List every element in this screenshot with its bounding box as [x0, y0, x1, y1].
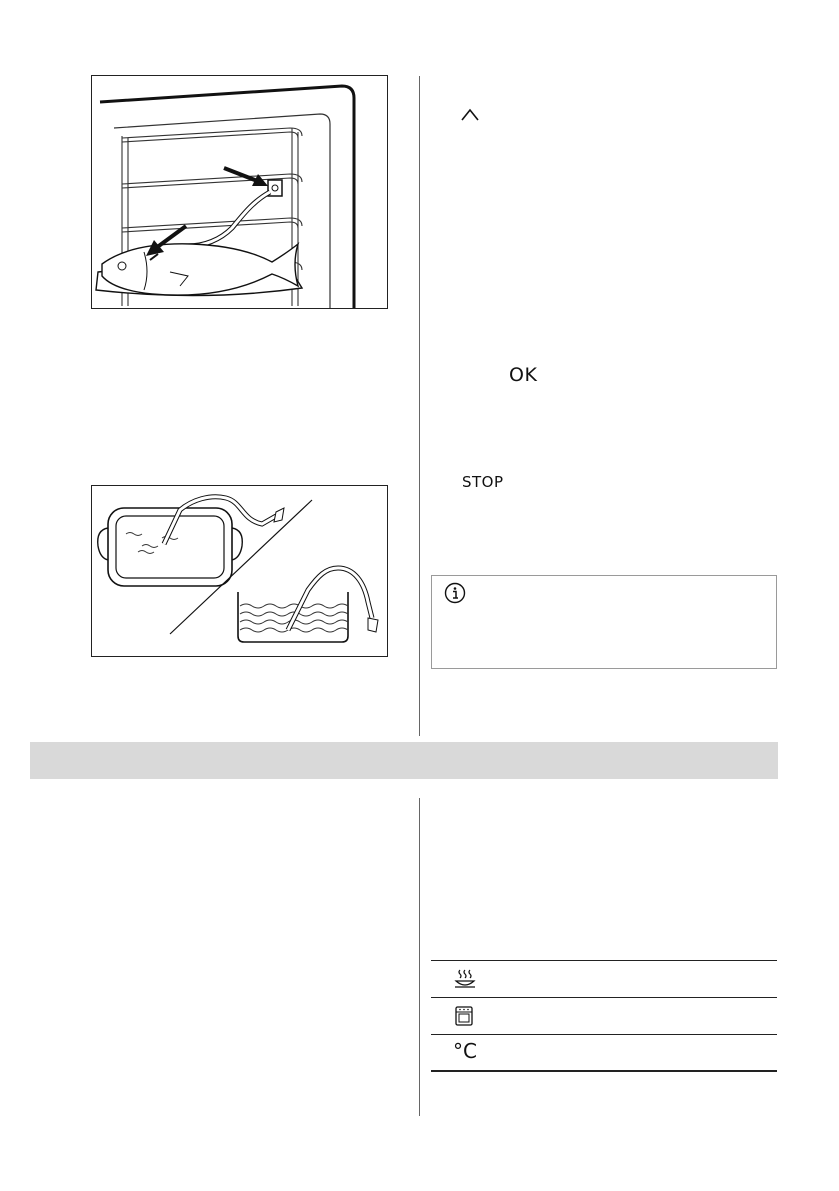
- symbol-row-celsius: [431, 1035, 777, 1072]
- probe-placement-illustration: [91, 485, 388, 657]
- info-note-box: [431, 575, 777, 669]
- section-heading-band: [30, 742, 778, 779]
- info-icon: [444, 582, 466, 604]
- ok-button-label: OK: [509, 364, 538, 386]
- oven-icon: [453, 1004, 475, 1028]
- column-divider-top: [419, 76, 420, 736]
- dish-steam-icon: [453, 967, 477, 991]
- symbol-row-dish: [431, 961, 777, 998]
- symbol-table: [431, 960, 777, 1072]
- oven-probe-illustration: [91, 75, 388, 309]
- celsius-icon: °C: [453, 1039, 477, 1063]
- column-divider-bottom: [419, 798, 420, 1116]
- stop-button-label: STOP: [462, 473, 504, 491]
- chevron-up-icon: [460, 106, 480, 122]
- arrow-up-button-symbol: [460, 106, 480, 126]
- symbol-row-oven: [431, 998, 777, 1035]
